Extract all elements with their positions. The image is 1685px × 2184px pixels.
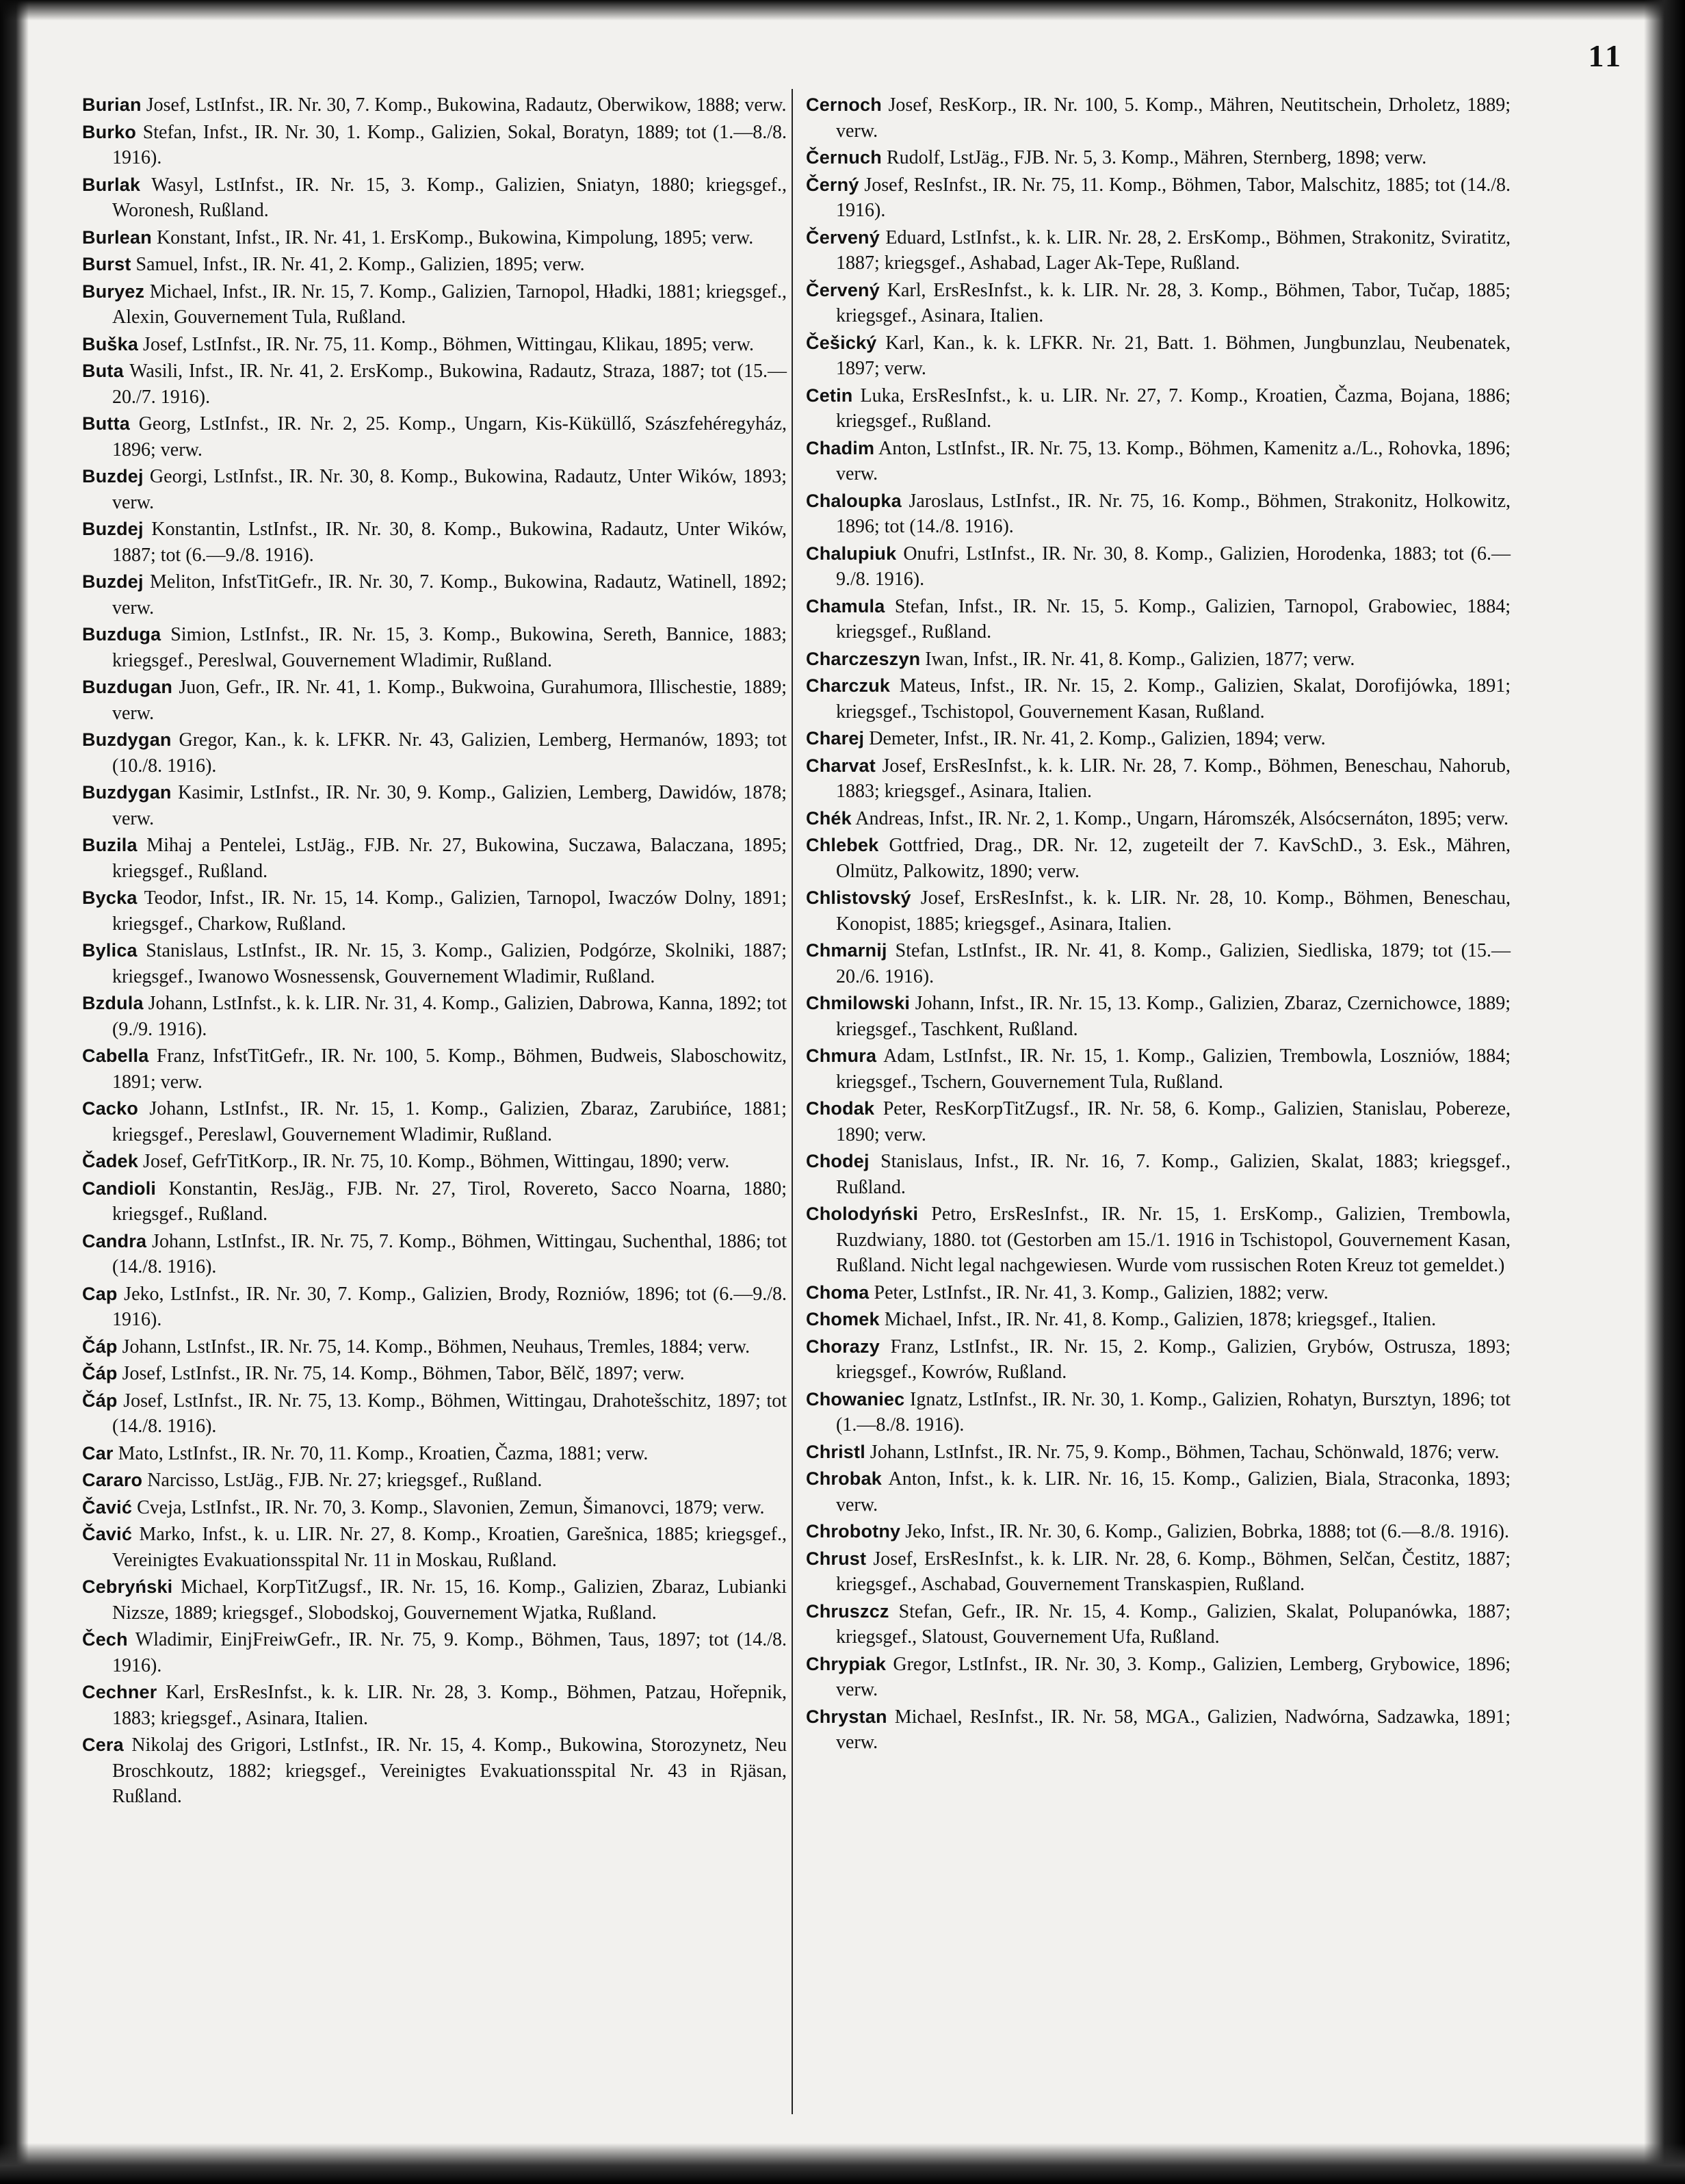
register-entry [82, 1334, 787, 1360]
entry-surname: Charej [806, 728, 865, 749]
entry-details: Petro, ErsResInfst., IR. Nr. 15, 1. ErsKomp., Galizien, Trembowla, Ruzdwiany, 1880. tot (Gestorben am 15./1. 1916 in Tschistopol, Gouvernement Kasan, Rußland. Nicht legal nachgewiesen. Wurde vom russischen Roten Kreuz tot gemeldet.) [836, 1204, 1511, 1276]
entry-details: Josef, LstInfst., IR. Nr. 75, 13. Komp., Böhmen, Wittingau, Drahotešschitz, 1897; tot (14./8. 1916). [112, 1390, 787, 1437]
entry-details: Wladimir, EinjFreiwGefr., IR. Nr. 75, 9. Komp., Böhmen, Taus, 1897; tot (14./8. 1916). [112, 1629, 787, 1676]
entry-details: Stefan, Infst., IR. Nr. 15, 5. Komp., Galizien, Tarnopol, Grabowiec, 1884; kriegsgef., Rußland. [836, 595, 1511, 642]
register-entry [82, 1361, 787, 1387]
entry-surname: Cera [82, 1734, 124, 1755]
entry-details: Kasimir, LstInfst., IR. Nr. 30, 9. Komp., Galizien, Lemberg, Dawidów, 1878; verw. [112, 782, 787, 829]
entry-surname: Buzdugan [82, 677, 173, 697]
register-entry [82, 1574, 787, 1626]
entry-details: Iwan, Infst., IR. Nr. 41, 8. Komp., Galizien, 1877; verw. [925, 648, 1355, 670]
entry-details: Simion, LstInfst., IR. Nr. 15, 3. Komp., Bukowina, Sereth, Bannice, 1883; kriegsgef., Pereslwal, Gouvernement Wladimir, Rußland. [112, 624, 787, 671]
entry-surname: Burst [82, 254, 131, 274]
register-entry [806, 1307, 1511, 1333]
entry-surname: Čáp [82, 1336, 118, 1357]
entry-surname: Chrystan [806, 1706, 887, 1727]
entry-surname: Chrobotny [806, 1521, 901, 1542]
entry-surname: Buzdej [82, 519, 144, 539]
register-entry [806, 330, 1511, 382]
entry-details: Luka, ErsResInfst., k. u. LIR. Nr. 27, 7. Komp., Kroatien, Čazma, Bojana, 1886; kriegsgef., Rußland. [836, 385, 1511, 432]
entry-surname: Buška [82, 333, 139, 354]
scan-shadow-top [0, 0, 1685, 21]
entry-surname: Candioli [82, 1178, 157, 1199]
register-entry [82, 1229, 787, 1280]
register-entry [806, 1201, 1511, 1279]
register-entry [82, 1522, 787, 1573]
entry-surname: Bzdula [82, 993, 144, 1013]
entry-details: Meliton, InfstTitGefr., IR. Nr. 30, 7. Komp., Bukowina, Radautz, Watinell, 1892; verw. [112, 571, 787, 619]
entry-details: Josef, ErsResInfst., k. k. LIR. Nr. 28, 7. Komp., Böhmen, Beneschau, Nahorub, 1883; kriegsgef., Asinara, Italien. [836, 755, 1511, 802]
entry-surname: Chorazy [806, 1336, 880, 1357]
register-entry [806, 885, 1511, 937]
register-entry [806, 1440, 1511, 1466]
entry-surname: Cabella [82, 1045, 149, 1066]
scan-shadow-right [1644, 0, 1685, 2184]
entry-details: Konstantin, LstInfst., IR. Nr. 30, 8. Komp., Bukowina, Radautz, Unter Wików, 1887; tot (6.—9./8. 1916). [112, 519, 787, 566]
register-entry [82, 172, 787, 224]
entry-details: Mihaj a Pentelei, LstJäg., FJB. Nr. 27, Bukowina, Suczawa, Balaczana, 1895; kriegsgef., Rußland. [112, 835, 787, 882]
register-entry [82, 279, 787, 330]
entry-surname: Cacko [82, 1098, 139, 1119]
entry-surname: Burian [82, 94, 142, 115]
entry-details: Ignatz, LstInfst., IR. Nr. 30, 1. Komp., Galizien, Rohatyn, Bursztyn, 1896; tot (1.—8./8. 1916). [836, 1388, 1511, 1435]
entry-surname: Cap [82, 1283, 118, 1304]
entry-surname: Chmilowski [806, 993, 911, 1013]
register-entry [806, 673, 1511, 725]
register-entry [806, 753, 1511, 805]
register-entry [82, 1441, 787, 1467]
register-entry [82, 1627, 787, 1678]
register-entry [806, 833, 1511, 884]
register-entry [806, 1466, 1511, 1518]
register-entry [82, 780, 787, 831]
entry-details: Johann, LstInfst., IR. Nr. 15, 1. Komp., Galizien, Zbaraz, Zarubińce, 1881; kriegsgef., Pereslawl, Gouvernement Wladimir, Rußland. [112, 1098, 787, 1145]
register-entry [806, 1043, 1511, 1095]
register-entry [82, 1176, 787, 1227]
entry-details: Stanislaus, LstInfst., IR. Nr. 15, 3. Komp., Galizien, Podgórze, Skolniki, 1887; kriegsgef., Iwanowo Wosnessensk, Gouvernement Wladimir, Rußland. [112, 940, 787, 987]
entry-details: Johann, LstInfst., k. k. LIR. Nr. 31, 4. Komp., Galizien, Dabrowa, Kanna, 1892; tot (9./9. 1916). [112, 993, 787, 1040]
entry-surname: Cetin [806, 385, 853, 406]
left-column [82, 92, 787, 1811]
entry-surname: Češický [806, 332, 877, 353]
entry-surname: Chmura [806, 1045, 877, 1066]
register-entry [82, 938, 787, 989]
entry-surname: Bycka [82, 887, 138, 908]
entry-details: Gregor, LstInfst., IR. Nr. 30, 3. Komp., Galizien, Lemberg, Grybowice, 1896; verw. [836, 1653, 1511, 1700]
register-entry [806, 541, 1511, 593]
register-entry [806, 436, 1511, 487]
entry-details: Johann, LstInfst., IR. Nr. 75, 9. Komp., Böhmen, Tachau, Schönwald, 1876; verw. [870, 1441, 1500, 1463]
register-entry [82, 225, 787, 251]
entry-surname: Chamula [806, 595, 885, 616]
register-entry [82, 92, 787, 118]
entry-details: Josef, LstInfst., IR. Nr. 75, 11. Komp., Böhmen, Wittingau, Klikau, 1895; verw. [143, 333, 755, 355]
register-entry [806, 225, 1511, 276]
column-divider [792, 89, 793, 2114]
register-entry [806, 1334, 1511, 1386]
register-entry [82, 464, 787, 515]
register-entry [806, 1096, 1511, 1147]
register-entry [806, 594, 1511, 645]
entry-surname: Cholodyński [806, 1204, 919, 1224]
entry-surname: Buzdygan [82, 782, 172, 803]
entry-details: Josef, ResInfst., IR. Nr. 75, 11. Komp., Böhmen, Tabor, Malschitz, 1885; tot (14./8. 1916). [836, 174, 1511, 221]
register-entry [806, 1546, 1511, 1598]
entry-surname: Čáp [82, 1390, 118, 1411]
page-number: 11 [1588, 38, 1623, 73]
entry-surname: Černý [806, 174, 859, 195]
register-entry [806, 1599, 1511, 1650]
entry-surname: Christl [806, 1441, 865, 1462]
register-entry [806, 1519, 1511, 1545]
register-entry [806, 489, 1511, 540]
entry-details: Jeko, Infst., IR. Nr. 30, 6. Komp., Galizien, Bobrka, 1888; tot (6.—8./8. 1916). [905, 1521, 1509, 1542]
register-entry [806, 1652, 1511, 1703]
entry-details: Narcisso, LstJäg., FJB. Nr. 27; kriegsgef., Rußland. [147, 1470, 543, 1491]
entry-surname: Charczeszyn [806, 648, 921, 669]
entry-details: Johann, Infst., IR. Nr. 15, 13. Komp., Galizien, Zbaraz, Czernichowce, 1889; kriegsgef., Taschkent, Rußland. [836, 993, 1511, 1040]
entry-details: Eduard, LstInfst., k. k. LIR. Nr. 28, 2. ErsKomp., Böhmen, Strakonitz, Sviratitz, 1887; kriegsgef., Ashabad, Lager Ak-Tepe, Rußland. [836, 226, 1511, 274]
entry-surname: Chrobak [806, 1468, 882, 1489]
entry-surname: Chrust [806, 1548, 867, 1569]
entry-details: Gottfried, Drag., DR. Nr. 12, zugeteilt der 7. KavSchD., 3. Esk., Mähren, Olmütz, Palkowitz, 1890; verw. [836, 835, 1511, 882]
entry-details: Adam, LstInfst., IR. Nr. 15, 1. Komp., Galizien, Trembowla, Loszniów, 1884; kriegsgef., Tschern, Gouvernement Tula, Rußland. [836, 1045, 1511, 1093]
entry-details: Konstant, Infst., IR. Nr. 41, 1. ErsKomp., Bukowina, Kimpolung, 1895; verw. [156, 226, 754, 248]
register-entry [82, 727, 787, 779]
entry-details: Georg, LstInfst., IR. Nr. 2, 25. Komp., Ungarn, Kis-Küküllő, Szászfehéregyház, 1896; verw. [112, 413, 787, 460]
entry-details: Josef, ResKorp., IR. Nr. 100, 5. Komp., Mähren, Neutitschein, Drholetz, 1889; verw. [836, 94, 1511, 142]
entry-details: Wasili, Infst., IR. Nr. 41, 2. ErsKomp., Bukowina, Radautz, Straza, 1887; tot (15.—20./7. 1916). [112, 361, 787, 408]
entry-surname: Chruszcz [806, 1600, 889, 1622]
entry-surname: Cararo [82, 1470, 143, 1490]
entry-surname: Chodak [806, 1098, 875, 1119]
entry-details: Karl, ErsResInfst., k. k. LIR. Nr. 28, 3. Komp., Böhmen, Tabor, Tučap, 1885; kriegsgef., Asinara, Italien. [836, 279, 1511, 326]
entry-details: Onufri, LstInfst., IR. Nr. 30, 8. Komp., Galizien, Horodenka, 1883; tot (6.—9./8. 1916). [836, 543, 1511, 590]
register-entry [806, 647, 1511, 673]
entry-surname: Cebryński [82, 1576, 173, 1597]
register-entry [82, 1282, 787, 1333]
entry-details: Franz, InfstTitGefr., IR. Nr. 100, 5. Komp., Böhmen, Budweis, Slaboschowitz, 1891; verw. [112, 1045, 787, 1093]
entry-details: Anton, Infst., k. k. LIR. Nr. 16, 15. Komp., Galizien, Biala, Straconka, 1893; verw. [836, 1468, 1511, 1516]
entry-details: Juon, Gefr., IR. Nr. 41, 1. Komp., Bukwoina, Gurahumora, Illischestie, 1889; verw. [112, 677, 787, 724]
entry-surname: Chowaniec [806, 1388, 905, 1409]
register-entry [82, 1149, 787, 1175]
register-entry [82, 991, 787, 1042]
entry-details: Samuel, Infst., IR. Nr. 41, 2. Komp., Galizien, 1895; verw. [135, 254, 585, 275]
entry-details: Anton, LstInfst., IR. Nr. 75, 13. Komp., Böhmen, Kamenitz a./L., Rohovka, 1896; verw. [836, 437, 1511, 484]
register-entry [806, 726, 1511, 752]
register-entry [806, 92, 1511, 144]
entry-surname: Burko [82, 121, 137, 142]
entry-surname: Buzila [82, 835, 138, 855]
register-entry [82, 622, 787, 673]
entry-details: Peter, ResKorpTitZugsf., IR. Nr. 58, 6. Komp., Galizien, Stanislau, Pobereze, 1890; verw. [836, 1098, 1511, 1145]
entry-surname: Buzdej [82, 571, 144, 592]
entry-details: Karl, Kan., k. k. LFKR. Nr. 21, Batt. 1. Böhmen, Jungbunzlau, Neubenatek, 1897; verw. [836, 332, 1511, 379]
register-entry [82, 569, 787, 621]
entry-surname: Čadek [82, 1151, 139, 1171]
register-entry [82, 252, 787, 278]
entry-details: Josef, ErsResInfst., k. k. LIR. Nr. 28, 6. Komp., Böhmen, Selčan, Čestitz, 1887; kriegsgef., Aschabad, Gouvernement Transkaspien, Rußland. [836, 1548, 1511, 1595]
entry-details: Michael, KorpTitZugsf., IR. Nr. 15, 16. Komp., Galizien, Zbaraz, Lubianki Nizsze, 1889; kriegsgef., Slobodskoj, Gouvernement Wjatka, Rußland. [112, 1576, 787, 1624]
entry-surname: Buzdygan [82, 729, 172, 750]
entry-details: Jaroslaus, LstInfst., IR. Nr. 75, 16. Komp., Böhmen, Strakonitz, Holkowitz, 1896; tot (14./8. 1916). [836, 490, 1511, 537]
entry-details: Michael, Infst., IR. Nr. 15, 7. Komp., Galizien, Tarnopol, Hładki, 1881; kriegsgef., Alexin, Gouvernement Tula, Rußland. [112, 281, 787, 328]
entry-details: Josef, LstInfst., IR. Nr. 75, 14. Komp., Böhmen, Tabor, Bělč, 1897; verw. [122, 1363, 685, 1384]
entry-surname: Bylica [82, 940, 138, 961]
entry-surname: Čáp [82, 1363, 118, 1383]
entry-surname: Buryez [82, 281, 145, 302]
entry-details: Stefan, Gefr., IR. Nr. 15, 4. Komp., Galizien, Skalat, Polupanówka, 1887; kriegsgef., Slatoust, Gouvernement Ufa, Rußland. [836, 1600, 1511, 1648]
entry-details: Michael, Infst., IR. Nr. 41, 8. Komp., Galizien, 1878; kriegsgef., Italien. [884, 1309, 1437, 1330]
register-entry [82, 1732, 787, 1810]
entry-details: Marko, Infst., k. u. LIR. Nr. 27, 8. Komp., Kroatien, Garešnica, 1885; kriegsgef., Vereinigtes Evakuationsspital Nr. 11 in Moskau, Rußland. [112, 1524, 787, 1571]
entry-details: Mateus, Infst., IR. Nr. 15, 2. Komp., Galizien, Skalat, Dorofijówka, 1891; kriegsgef., Tschistopol, Gouvernement Kasan, Rußland. [836, 675, 1511, 723]
entry-details: Josef, ErsResInfst., k. k. LIR. Nr. 28, 10. Komp., Böhmen, Beneschau, Konopist, 1885; kriegsgef., Asinara, Italien. [836, 887, 1511, 935]
entry-details: Peter, LstInfst., IR. Nr. 41, 3. Komp., Galizien, 1882; verw. [874, 1282, 1329, 1303]
entry-details: Stefan, LstInfst., IR. Nr. 41, 8. Komp., Galizien, Siedliska, 1879; tot (15.—20./6. 1916). [836, 940, 1511, 987]
entry-details: Michael, ResInfst., IR. Nr. 58, MGA., Galizien, Nadwórna, Sadzawka, 1891; verw. [836, 1706, 1511, 1753]
entry-surname: Chék [806, 807, 852, 829]
register-entry [806, 383, 1511, 434]
entry-surname: Chlebek [806, 835, 879, 855]
entry-surname: Chmarnij [806, 940, 887, 961]
entry-surname: Butta [82, 413, 130, 434]
register-entry [806, 1704, 1511, 1756]
entry-details: Jeko, LstInfst., IR. Nr. 30, 7. Komp., Galizien, Brody, Rozniów, 1896; tot (6.—9./8. 1916). [112, 1283, 787, 1330]
entry-details: Stanislaus, Infst., IR. Nr. 16, 7. Komp., Galizien, Skalat, 1883; kriegsgef., Rußland. [836, 1151, 1511, 1198]
entry-details: Mato, LstInfst., IR. Nr. 70, 11. Komp., Kroatien, Čazma, 1881; verw. [118, 1442, 649, 1464]
register-entry [82, 1495, 787, 1521]
register-entry [806, 172, 1511, 224]
entry-surname: Buta [82, 361, 124, 381]
entry-surname: Červený [806, 226, 880, 248]
entry-details: Josef, GefrTitKorp., IR. Nr. 75, 10. Komp., Böhmen, Wittingau, 1890; verw. [143, 1151, 730, 1172]
entry-surname: Charvat [806, 755, 876, 776]
entry-details: Andreas, Infst., IR. Nr. 2, 1. Komp., Ungarn, Háromszék, Alsócsernáton, 1895; verw. [855, 807, 1508, 829]
register-entry [82, 1680, 787, 1731]
register-entry [82, 411, 787, 463]
entry-surname: Burlean [82, 226, 152, 248]
register-entry [806, 1149, 1511, 1200]
entry-surname: Cechner [82, 1682, 157, 1702]
entry-details: Franz, LstInfst., IR. Nr. 15, 2. Komp., Galizien, Grybów, Ostrusza, 1893; kriegsgef., Kowrów, Rußland. [836, 1336, 1511, 1383]
entry-details: Rudolf, LstJäg., FJB. Nr. 5, 3. Komp., Mähren, Sternberg, 1898; verw. [886, 147, 1427, 168]
entry-surname: Černuch [806, 147, 882, 168]
right-column [806, 92, 1511, 1757]
entry-surname: Buzduga [82, 624, 161, 645]
entry-surname: Čech [82, 1629, 128, 1650]
register-entry [82, 885, 787, 937]
entry-details: Wasyl, LstInfst., IR. Nr. 15, 3. Komp., Galizien, Sniatyn, 1880; kriegsgef., Woronesh, Rußland. [112, 174, 787, 221]
register-entry [82, 1043, 787, 1095]
entry-surname: Chrypiak [806, 1653, 887, 1674]
entry-surname: Červený [806, 279, 880, 300]
entry-details: Nikolaj des Grigori, LstInfst., IR. Nr. 15, 4. Komp., Bukowina, Storozynetz, Neu Broschkoutz, 1882; kriegsgef., Vereinigtes Evakuationsspital Nr. 43 in Rjäsan, Rußland. [112, 1734, 787, 1807]
register-entry [806, 278, 1511, 329]
entry-surname: Chalupiuk [806, 543, 897, 564]
entry-details: Demeter, Infst., IR. Nr. 41, 2. Komp., Galizien, 1894; verw. [869, 728, 1326, 749]
entry-surname: Charczuk [806, 675, 891, 696]
register-entry [82, 675, 787, 726]
entry-surname: Burlak [82, 174, 141, 195]
register-entry [806, 991, 1511, 1042]
register-entry [82, 1096, 787, 1147]
entry-surname: Čavić [82, 1496, 133, 1518]
entry-surname: Choma [806, 1282, 870, 1303]
entry-details: Johann, LstInfst., IR. Nr. 75, 7. Komp., Böhmen, Wittingau, Suchenthal, 1886; tot (14./8. 1916). [112, 1230, 787, 1277]
entry-surname: Chomek [806, 1309, 880, 1329]
scan-shadow-left [0, 0, 29, 2184]
entry-details: Stefan, Infst., IR. Nr. 30, 1. Komp., Galizien, Sokal, Boratyn, 1889; tot (1.—8./8. 1916). [112, 121, 787, 168]
entry-surname: Čavić [82, 1524, 133, 1544]
register-entry [82, 833, 787, 884]
entry-surname: Cernoch [806, 94, 882, 115]
entry-surname: Buzdej [82, 466, 144, 486]
entry-surname: Car [82, 1442, 114, 1464]
register-entry [806, 1387, 1511, 1438]
entry-details: Cveja, LstInfst., IR. Nr. 70, 3. Komp., Slavonien, Zemun, Šimanovci, 1879; verw. [137, 1496, 765, 1518]
entry-details: Karl, ErsResInfst., k. k. LIR. Nr. 28, 3. Komp., Böhmen, Patzau, Hořepnik, 1883; kriegsgef., Asinara, Italien. [112, 1682, 787, 1729]
register-entry [82, 359, 787, 410]
register-entry [806, 1280, 1511, 1306]
entry-surname: Chodej [806, 1151, 870, 1171]
register-entry [82, 332, 787, 358]
register-entry [82, 120, 787, 171]
register-entry [806, 938, 1511, 989]
entry-details: Gregor, Kan., k. k. LFKR. Nr. 43, Galizien, Lemberg, Hermanów, 1893; tot (10./8. 1916). [112, 729, 787, 777]
entry-surname: Chlistovský [806, 887, 911, 908]
register-entry [806, 806, 1511, 832]
register-entry [82, 1388, 787, 1440]
entry-details: Teodor, Infst., IR. Nr. 15, 14. Komp., Galizien, Tarnopol, Iwaczów Dolny, 1891; kriegsgef., Charkow, Rußland. [112, 887, 787, 935]
entry-details: Johann, LstInfst., IR. Nr. 75, 14. Komp., Böhmen, Neuhaus, Tremles, 1884; verw. [122, 1336, 750, 1357]
entry-details: Konstantin, ResJäg., FJB. Nr. 27, Tirol, Rovereto, Sacco Noarna, 1880; kriegsgef., Rußland. [112, 1178, 787, 1225]
entry-surname: Chadim [806, 437, 875, 458]
scan-shadow-bottom [0, 2143, 1685, 2184]
entry-surname: Candra [82, 1230, 147, 1251]
register-entry [82, 517, 787, 568]
register-entry [82, 1468, 787, 1494]
entry-surname: Chaloupka [806, 490, 902, 511]
entry-details: Josef, LstInfst., IR. Nr. 30, 7. Komp., Bukowina, Radautz, Oberwikow, 1888; verw. [146, 94, 787, 116]
register-entry [806, 145, 1511, 171]
entry-details: Georgi, LstInfst., IR. Nr. 30, 8. Komp., Bukowina, Radautz, Unter Wików, 1893; verw. [112, 466, 787, 513]
